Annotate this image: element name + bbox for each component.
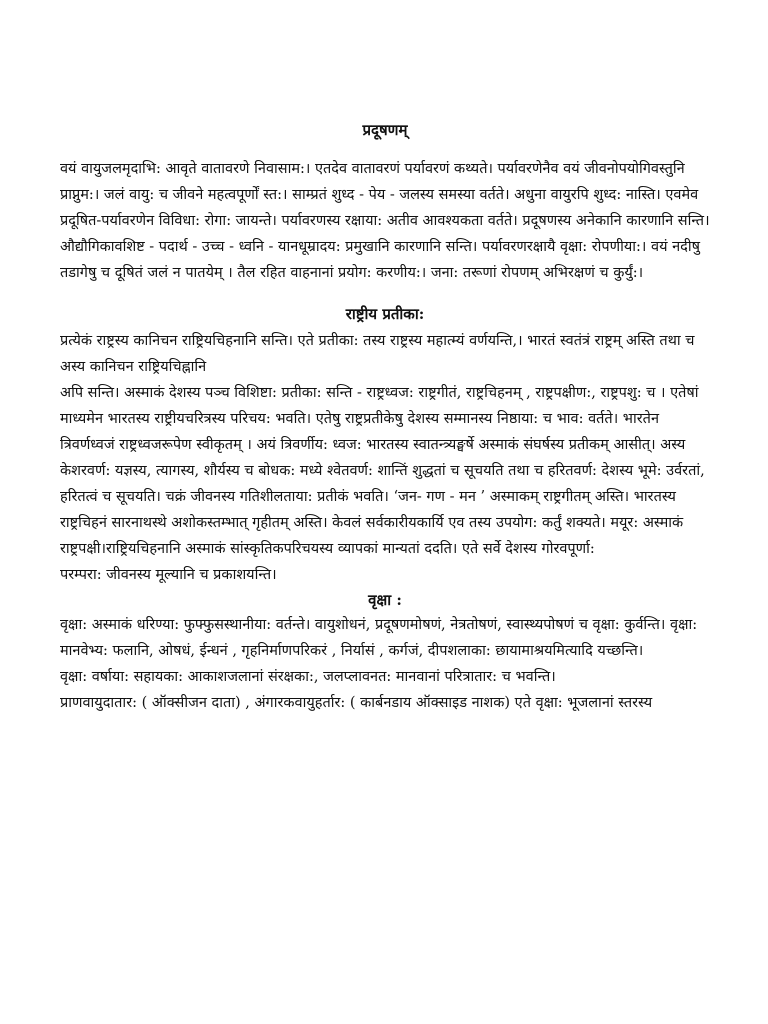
paragraph-pollution: वयं वायुजलमृदाभि: आवृते वातावरणे निवासाम:। एतदेव वातावरणं पर्यावरणं कथ्यते। पर्यावरणेनैव वयं जीवनोपयोगिवस्तुनि प्राप्नुम:। जलं वायु: च जीवने महत्वपूर्णों स्त:। साम्प्रतं शुध्द - पेय - जलस्य समस्या वर्तते। अधुना वायुरपि शुध्द: नास्ति। एवमेव प्रदूषित-पर्यावरणेन विविधा: रोगा: जायन्ते। पर्यावरणस्य रक्षाया: अतीव आवश्यकता वर्तते। प्रदूषणस्य अनेकानि कारणानि सन्ति। औद्यौगिकावशिष्ट - पदार्थ - उच्च - ध्वनि - यानधूम्रादय: प्रमुखानि कारणानि सन्ति। पर्यावरणरक्षायै वृक्षा: रोपणीया:। वयं नदीषु तडागेषु च दूषितं जलं न पातयेम् । तैल रहित वाहनानां प्रयोग: करणीय:। जना: तरूणां रोपणम् अभिरक्षणं च कुर्युं:। (60, 161, 710, 281)
heading-pollution: प्रदूषणम् (362, 121, 408, 139)
document-page (60, 120, 710, 716)
heading-national-symbols: राष्ट्रीय प्रतीका: (345, 305, 425, 323)
paragraph-trees-3: प्राणवायुदातार: ( ऑक्सीजन दाता) , अंगारकवायुहर्तार: ( कार्बनडाय ऑक्साइड नाशक) एते वृक्षा: भूजलानां स्तरस्य (60, 695, 653, 711)
paragraph-trees-2: वृक्षा: वर्षाया: सहायका: आकाशजलानां संरक्षका:, जलप्लावनत: मानवानां परित्रातार: च भवन्ति। (60, 669, 556, 685)
paragraph-national-symbols-end: परम्परा: जीवनस्य मूल्यानि च प्रकाशयन्ति। (60, 567, 277, 583)
paragraph-national-symbols-intro: प्रत्येकं राष्ट्रस्य कानिचन राष्ट्रियचिहनानि सन्ति। एते प्रतीका: तस्य राष्ट्रस्य महात्म्यं वर्णयन्ति,। भारतं स्वतंत्रं राष्ट्रम् अस्ति तथा च अस्य कानिचन राष्ट्रियचिह्नानि (60, 333, 695, 375)
paragraph-national-symbols-body: अपि सन्ति। अस्माकं देशस्य पञ्च विशिष्टा: प्रतीका: सन्ति - राष्ट्रध्वज: राष्ट्रगीतं, राष्ट्रचिहनम् , राष्ट्रपक्षीण:, राष्ट्रपशु: च । एतेषां माध्यमेन भारतस्य राष्ट्रीयचरित्रस्य परिचय: भवति। एतेषु राष्ट्रप्रतीकेषु देशस्य सम्मानस्य निष्ठाया: च भाव: वर्तते। भारतेन त्रिवर्णध्वजं राष्ट्रध्वजरूपेण स्वीकृतम् । अयं त्रिवर्णीय: ध्वज: भारतस्य स्वातन्त्र्यङ्घर्षे अस्माकं संघर्षस्य प्रतीकम् आसीत्। अस्य केशरवर्ण: यज्ञस्य, त्यागस्य, शौर्यस्य च बोधक: मध्ये श्वेतवर्ण: शान्तिं शुद्धतां च सूचयति तथा च हरितवर्ण: देशस्य भूमे: उर्वरतां, हरितत्वं च सूचयति। चक्रं जीवनस्य गतिशीलताया: प्रतीकं भवति। ‘जन- गण - मन ’ अस्माकम् राष्ट्रगीतम् अस्ति। भारतस्य राष्ट्रचिहनं सारनाथस्थे अशोकस्तम्भात् गृहीतम् अस्ति। केवलं सर्वकारीयकार्यि एव तस्य उपयोग: कर्तुं शक्यते। मयूर: अस्माकं राष्ट्रपक्षी।राष्ट्रियचिहनानि अस्माकं सांस्कृतिकपरिचयस्य व्यापकां मान्यतां ददति। एते सर्वे देशस्य गोरवपूर्णा: (60, 385, 705, 557)
heading-trees: वृक्षा : (368, 591, 402, 609)
paragraph-trees-1: वृक्षा: अस्माकं धरिण्या: फुफ्फुसस्थानीया: वर्तन्ते। वायुशोधनं, प्रदूषणमोषणं, नेत्रतोषणं, स्वास्थ्यपोषणं च वृक्षा: कुर्वन्ति। वृक्षा: मानवेभ्य: फलानि, ओषधं, ईन्धनं , गृहनिर्माणपरिकरं , निर्यासं , कर्गजं, दीपशलाका: छायामाश्रयमित्यादि यच्छन्ति। (60, 617, 698, 659)
